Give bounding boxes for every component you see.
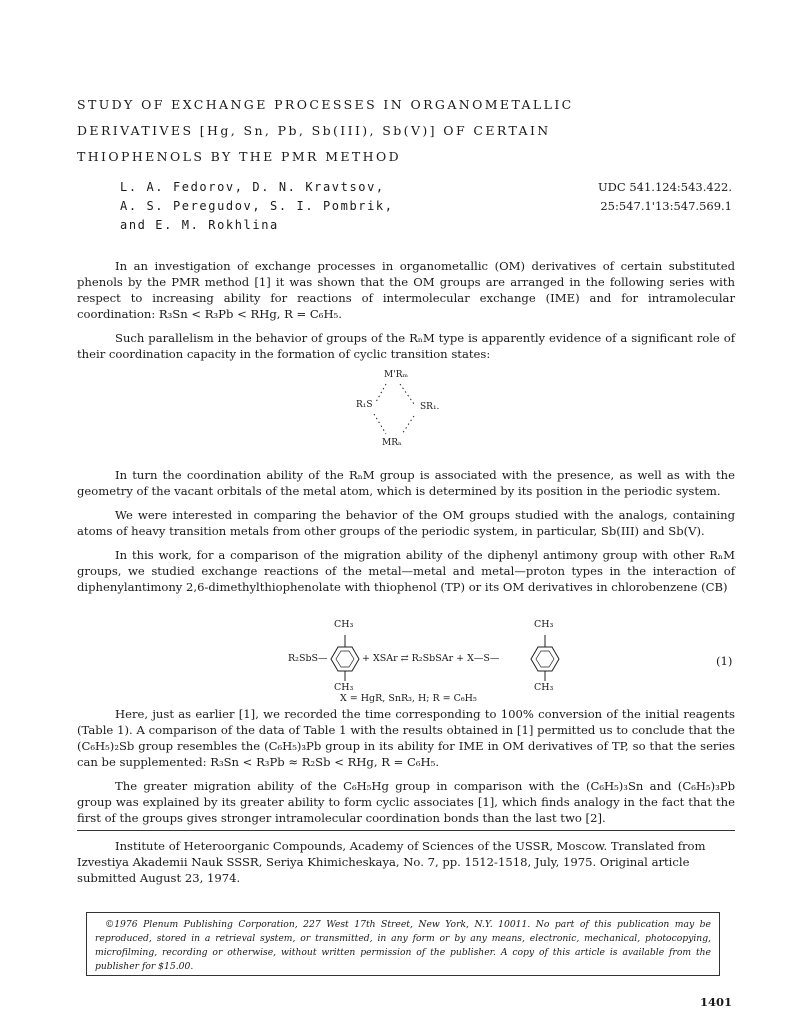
authors-line-3: and E. M. Rokhlina — [120, 218, 279, 232]
methyl-bottom-right: CH₃ — [534, 682, 554, 693]
methyl-top-right: CH₃ — [534, 619, 554, 630]
reaction-middle: + XSAr ⇄ R₂SbSAr + X—S— — [362, 653, 500, 664]
methyl-bottom-left: CH₃ — [334, 682, 354, 693]
equation-number: (1) — [716, 654, 733, 668]
paragraph-intro-text: In an investigation of exchange processes in organometallic (OM) derivatives of certain substituted phenols by the PMR method [1] it was shown that the OM groups are arranged in the following series with respect to increasing ability for reactions of intermolecular exchange (IME) and for intramolecular coordination: — [77, 259, 735, 321]
udc-code — [560, 178, 732, 216]
udc-line-2: 25:547.1'13:547.569.1 — [600, 199, 732, 213]
methyl-top-left: CH₃ — [334, 619, 354, 630]
reactant-group: R₂SbS— — [288, 653, 328, 664]
authors-line-2: A. S. Peregudov, S. I. Pombrik, — [120, 199, 394, 213]
udc-line-1: UDC 541.124:543.422. — [597, 180, 732, 194]
title-line-3: THIOPHENOLS BY THE PMR METHOD — [77, 149, 402, 164]
scheme-top-group: M'Rₘ — [384, 370, 408, 380]
paragraph-intro — [77, 258, 735, 322]
body-block-1 — [77, 258, 735, 362]
affiliation-footnote — [77, 838, 735, 886]
paragraph-migration: In this work, for a comparison of the migration ability of the diphenyl antimony group with other RₙM groups, we studied exchange reactions of the metal—metal and metal—proton types in the interaction of diphenylantimony 2,6-dimethylthiophenolate with thiophenol (TP) or its OM derivatives in chlorobenzene (CB) — [77, 548, 735, 594]
body-block-2 — [77, 467, 735, 595]
paragraph-comparison: We were interested in comparing the behavior of the OM groups studied with the analogs, containing atoms of heavy transition metals from other groups of the periodic system, in particular, Sb(III) and Sb(V). — [77, 508, 735, 538]
copyright-text: ©1976 Plenum Publishing Corporation, 227 West 17th Street, New York, N.Y. 10011. No part of this publication may be reproduced, stored in a retrieval system, or transmitted, in any form or by any means, electronic, mechanical, photocopying, microfilming, recording or otherwise, without written permission of the publisher. A copy of this article is available from the publisher for $15.00. — [95, 919, 711, 972]
reaction-equation — [282, 617, 732, 703]
authors-line-1: L. A. Fedorov, D. N. Kravtsov, — [120, 180, 385, 194]
author-list — [120, 178, 394, 235]
scheme-dotted-bonds — [352, 368, 462, 460]
scheme-right-group: SR₁. — [420, 402, 440, 412]
body-block-3 — [77, 706, 735, 826]
paragraph-results: Here, just as earlier [1], we recorded the time corresponding to 100% conversion of the initial reagents (Table 1). A comparison of the data of Table 1 with the results obtained in [1] permitted us to conclude that the (C₆H₅)₂Sb group resembles the (C₆H₅)₃Pb group in its ability for IME in OM derivatives of TP, so that the series can be supplemented: R₃Sn < R₃Pb ≈ R₂Sb < RHg, R = C₆H₅. — [77, 707, 735, 769]
title-line-2: DERIVATIVES [Hg, Sn, Pb, Sb(III), Sb(V)] OF CERTAIN — [77, 123, 551, 138]
affiliation-text: Institute of Heteroorganic Compounds, Academy of Sciences of the USSR, Moscow. Translated from Izvestiya Akademii Nauk SSSR, Seriya Khimicheskaya, No. 7, pp. 1512-1518, July, 1975. Original article submitted August 23, 1974. — [77, 839, 706, 885]
paragraph-parallelism: Such parallelism in the behavior of groups of the RₙM type is apparently evidence of a significant role of their coordination capacity in the formation of cyclic transition states: — [77, 331, 735, 361]
paragraph-coordination: In turn the coordination ability of the RₙM group is associated with the presence, as well as with the geometry of the vacant orbitals of the metal atom, which is determined by its position in the periodic system. — [77, 468, 735, 498]
scheme-bottom-group: MRₙ — [382, 438, 402, 448]
series-formula: R₃Sn < R₃Pb < RHg, R = C₆H₅. — [158, 307, 342, 321]
footnote-divider — [77, 830, 735, 831]
article-title — [77, 92, 677, 170]
page-number: 1401 — [700, 995, 733, 1009]
paragraph-explanation: The greater migration ability of the C₆H₅Hg group in comparison with the (C₆H₅)₃Sn and (C₆H₅)₃Pb group was explained by its greater ability to form cyclic associates [1], which finds analogy in the fact that the first of the groups gives stronger intramolecular coordination bonds than the last two [2]. — [77, 779, 735, 825]
scheme-left-group: R₁S — [356, 400, 373, 410]
reaction-definition: X = HgR, SnR₃, H; R = C₆H₅ — [340, 693, 477, 704]
cyclic-transition-state-scheme — [352, 368, 462, 460]
copyright-box — [86, 912, 720, 976]
title-line-1: STUDY OF EXCHANGE PROCESSES IN ORGANOMETALLIC — [77, 97, 574, 112]
